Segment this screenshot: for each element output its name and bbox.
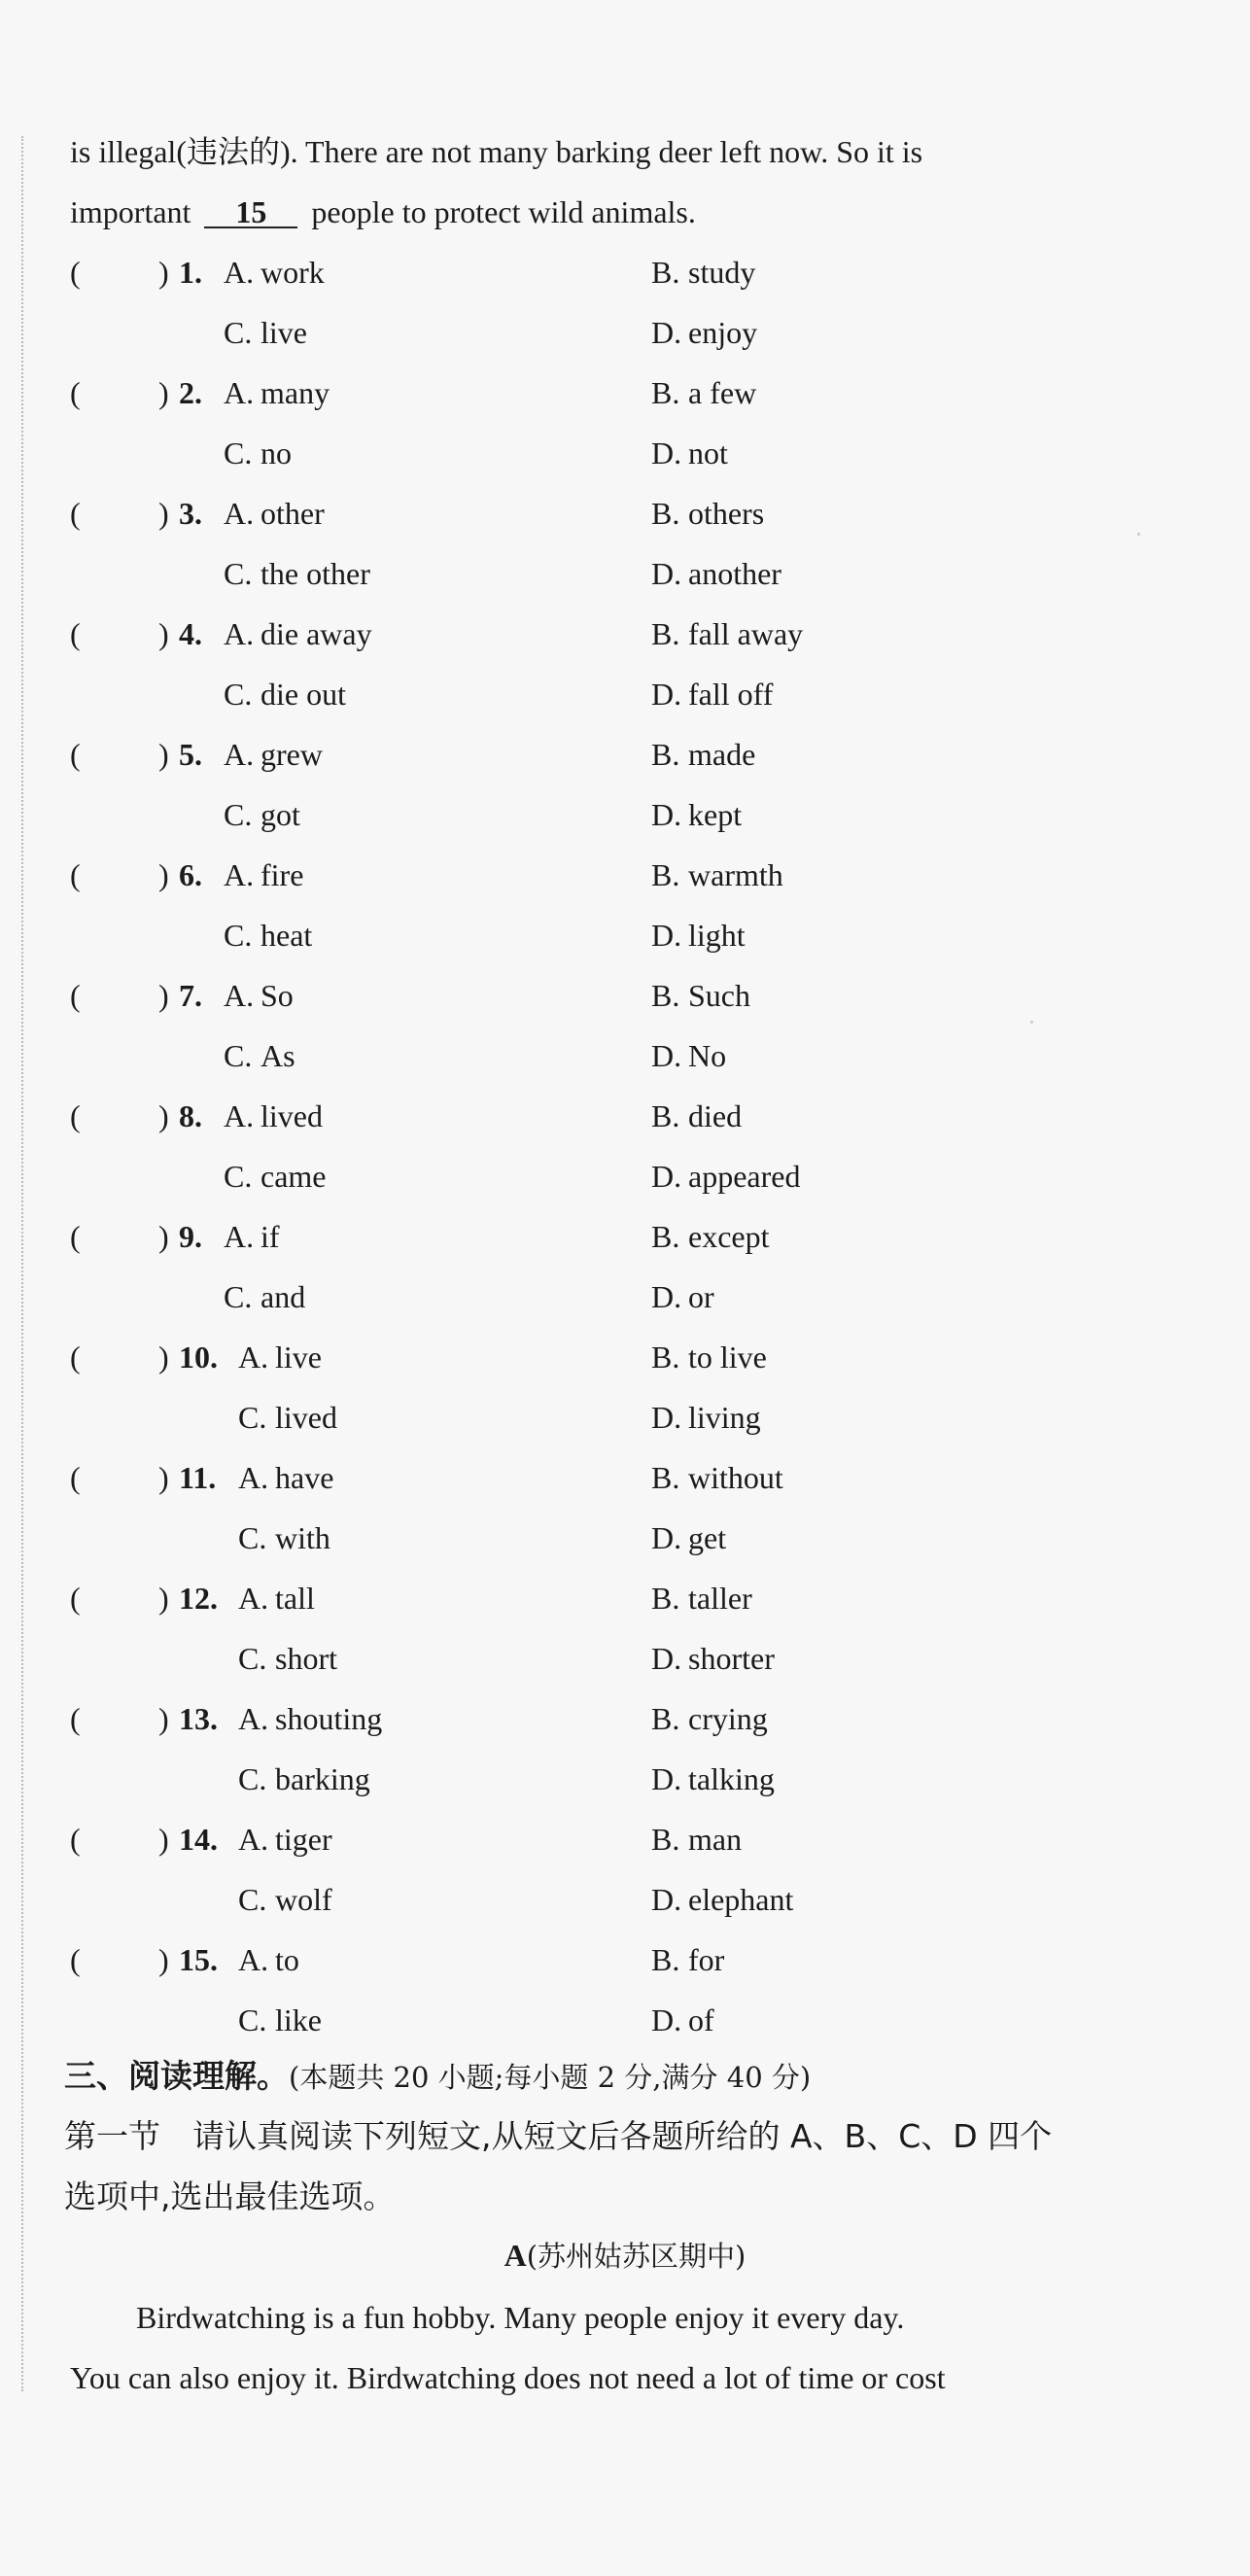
section-heading bbox=[64, 2055, 811, 2099]
answer-paren-right: ) bbox=[158, 1340, 169, 1375]
option-letter: D. bbox=[651, 315, 682, 350]
option-b bbox=[651, 494, 764, 533]
option-letter: C. bbox=[238, 1520, 267, 1555]
option-text: other bbox=[260, 496, 325, 531]
answer-paren-right: ) bbox=[158, 1701, 169, 1736]
option-letter: D. bbox=[651, 435, 682, 470]
option-letter: B. bbox=[651, 1098, 680, 1133]
option-text: another bbox=[688, 556, 781, 591]
question-number: 7. bbox=[179, 978, 202, 1013]
question-row-continued bbox=[0, 554, 1250, 614]
option-a bbox=[224, 373, 330, 412]
option-b bbox=[651, 253, 755, 292]
option-text: for bbox=[688, 1942, 725, 1977]
option-letter: B. bbox=[651, 1460, 680, 1495]
question-row bbox=[0, 1097, 1250, 1157]
option-text: of bbox=[688, 2002, 714, 2037]
option-c bbox=[238, 1759, 370, 1798]
option-letter: B. bbox=[651, 1581, 680, 1616]
question-row bbox=[0, 1820, 1250, 1880]
option-text: or bbox=[688, 1279, 714, 1314]
option-c bbox=[224, 795, 300, 834]
option-text: no bbox=[260, 435, 292, 470]
option-d bbox=[651, 313, 757, 352]
answer-paren-right: ) bbox=[158, 496, 169, 531]
option-text: live bbox=[260, 315, 307, 350]
answer-paren-left[interactable]: ( bbox=[70, 978, 81, 1013]
question-row bbox=[0, 253, 1250, 313]
option-d bbox=[651, 916, 746, 955]
option-b bbox=[651, 976, 750, 1015]
option-letter: D. bbox=[651, 1520, 682, 1555]
section-instruction-line-2: 选项中,选出最佳选项。 bbox=[64, 2177, 396, 2215]
option-d bbox=[651, 1036, 726, 1075]
option-text: made bbox=[688, 737, 756, 772]
option-letter: B. bbox=[651, 1340, 680, 1375]
option-letter: C. bbox=[238, 1882, 267, 1917]
answer-paren-right: ) bbox=[158, 375, 169, 410]
question-row-continued bbox=[0, 1518, 1250, 1579]
option-letter: A. bbox=[224, 737, 255, 772]
answer-paren-left[interactable]: ( bbox=[70, 857, 81, 892]
answer-paren-right: ) bbox=[158, 1219, 169, 1254]
question-number: 13. bbox=[179, 1701, 218, 1736]
question-row bbox=[0, 614, 1250, 675]
option-text: shouting bbox=[275, 1701, 383, 1736]
option-text: get bbox=[688, 1520, 727, 1555]
answer-paren-left[interactable]: ( bbox=[70, 737, 81, 772]
option-letter: D. bbox=[651, 1159, 682, 1194]
option-b bbox=[651, 855, 783, 894]
question-number: 11. bbox=[179, 1460, 217, 1495]
option-text: elephant bbox=[688, 1882, 794, 1917]
answer-blank-15[interactable]: 15 bbox=[204, 197, 297, 228]
option-letter: B. bbox=[651, 616, 680, 651]
answer-paren-left[interactable]: ( bbox=[70, 1822, 81, 1857]
answer-paren-left[interactable]: ( bbox=[70, 1701, 81, 1736]
option-text: came bbox=[260, 1159, 327, 1194]
option-c bbox=[224, 554, 370, 593]
option-c bbox=[238, 2001, 322, 2039]
option-text: shorter bbox=[688, 1641, 775, 1676]
answer-paren-right: ) bbox=[158, 1581, 169, 1616]
option-d bbox=[651, 1277, 714, 1316]
question-row-continued bbox=[0, 1036, 1250, 1097]
option-c bbox=[238, 1518, 330, 1557]
option-letter: D. bbox=[651, 2002, 682, 2037]
question-row bbox=[0, 1579, 1250, 1639]
option-a bbox=[224, 494, 325, 533]
question-row-continued bbox=[0, 1639, 1250, 1699]
question-number: 1. bbox=[179, 255, 202, 290]
question-number: 2. bbox=[179, 375, 202, 410]
question-row-continued bbox=[0, 675, 1250, 735]
option-letter: B. bbox=[651, 857, 680, 892]
answer-paren-left[interactable]: ( bbox=[70, 375, 81, 410]
option-letter: D. bbox=[651, 1279, 682, 1314]
option-letter: A. bbox=[224, 496, 255, 531]
option-text: a few bbox=[688, 375, 757, 410]
option-letter: B. bbox=[651, 496, 680, 531]
question-row bbox=[0, 1699, 1250, 1759]
question-row-continued bbox=[0, 2001, 1250, 2061]
option-b bbox=[651, 1940, 724, 1979]
option-text: lived bbox=[275, 1400, 337, 1435]
option-text: like bbox=[275, 2002, 322, 2037]
option-text: fall away bbox=[688, 616, 804, 651]
option-letter: C. bbox=[238, 2002, 267, 2037]
answer-paren-left[interactable]: ( bbox=[70, 496, 81, 531]
passage-tail-line-2 bbox=[70, 192, 696, 231]
option-text: others bbox=[688, 496, 765, 531]
question-row bbox=[0, 1217, 1250, 1277]
option-d bbox=[651, 2001, 714, 2039]
passage-a-letter: A bbox=[503, 2238, 527, 2273]
option-text: lived bbox=[260, 1098, 323, 1133]
option-text: warmth bbox=[688, 857, 783, 892]
option-text: heat bbox=[260, 918, 313, 953]
question-row-continued bbox=[0, 1759, 1250, 1820]
option-letter: C. bbox=[224, 435, 253, 470]
option-a bbox=[238, 1940, 299, 1979]
option-text: wolf bbox=[275, 1882, 332, 1917]
option-d bbox=[651, 554, 781, 593]
question-number: 10. bbox=[179, 1340, 218, 1375]
question-number: 6. bbox=[179, 857, 202, 892]
option-text: without bbox=[688, 1460, 783, 1495]
option-text: appeared bbox=[688, 1159, 801, 1194]
option-text: the other bbox=[260, 556, 370, 591]
option-a bbox=[238, 1579, 315, 1618]
option-b bbox=[651, 735, 755, 774]
option-text: kept bbox=[688, 797, 743, 832]
option-a bbox=[238, 1820, 332, 1859]
answer-paren-left[interactable]: ( bbox=[70, 1098, 81, 1133]
option-letter: A. bbox=[224, 375, 255, 410]
question-number: 12. bbox=[179, 1581, 218, 1616]
option-b bbox=[651, 614, 803, 653]
answer-paren-left[interactable]: ( bbox=[70, 1460, 81, 1495]
option-text: except bbox=[688, 1219, 770, 1254]
question-row-continued bbox=[0, 1398, 1250, 1458]
option-letter: A. bbox=[224, 857, 255, 892]
section-instruction-line-1: 第一节 请认真阅读下列短文,从短文后各题所给的 A、B、C、D 四个 bbox=[64, 2117, 1053, 2155]
question-row-continued bbox=[0, 1880, 1250, 1940]
option-b bbox=[651, 1338, 767, 1376]
option-d bbox=[651, 1880, 793, 1919]
option-letter: A. bbox=[238, 1460, 269, 1495]
option-b bbox=[651, 1097, 742, 1135]
option-b bbox=[651, 1458, 783, 1497]
option-letter: D. bbox=[651, 556, 682, 591]
option-a bbox=[224, 1097, 323, 1135]
section-note: (本题共 20 小题;每小题 2 分,满分 40 分) bbox=[289, 2061, 812, 2094]
option-letter: A. bbox=[224, 1219, 255, 1254]
option-c bbox=[238, 1880, 332, 1919]
question-number: 15. bbox=[179, 1942, 218, 1977]
option-text: got bbox=[260, 797, 300, 832]
question-number: 4. bbox=[179, 616, 202, 651]
passage-tail-line-1: is illegal(违法的). There are not many barking deer left now. So it is bbox=[70, 134, 923, 169]
option-c bbox=[238, 1639, 337, 1678]
option-letter: A. bbox=[224, 255, 255, 290]
option-letter: A. bbox=[238, 1701, 269, 1736]
option-text: not bbox=[688, 435, 728, 470]
option-a bbox=[224, 1217, 280, 1256]
option-text: No bbox=[688, 1038, 727, 1073]
passage-a-line-1: Birdwatching is a fun hobby. Many people enjoy it every day. bbox=[136, 2300, 905, 2335]
question-number: 3. bbox=[179, 496, 202, 531]
option-letter: A. bbox=[238, 1340, 269, 1375]
option-a bbox=[238, 1458, 333, 1497]
option-letter: C. bbox=[224, 1279, 253, 1314]
answer-paren-right: ) bbox=[158, 1098, 169, 1133]
question-row-continued bbox=[0, 795, 1250, 855]
option-letter: B. bbox=[651, 1219, 680, 1254]
option-text: As bbox=[260, 1038, 295, 1073]
question-row bbox=[0, 1338, 1250, 1398]
question-row-continued bbox=[0, 434, 1250, 494]
option-c bbox=[224, 675, 346, 714]
question-number: 5. bbox=[179, 737, 202, 772]
answer-paren-right: ) bbox=[158, 978, 169, 1013]
option-text: to bbox=[275, 1942, 299, 1977]
option-text: live bbox=[275, 1340, 322, 1375]
option-c bbox=[224, 313, 307, 352]
option-a bbox=[224, 735, 323, 774]
option-text: tall bbox=[275, 1581, 315, 1616]
option-a bbox=[238, 1338, 322, 1376]
option-letter: A. bbox=[224, 978, 255, 1013]
option-letter: D. bbox=[651, 1641, 682, 1676]
answer-paren-right: ) bbox=[158, 737, 169, 772]
option-text: fire bbox=[260, 857, 304, 892]
option-letter: D. bbox=[651, 1761, 682, 1796]
question-number: 8. bbox=[179, 1098, 202, 1133]
section-title: 三、阅读理解。 bbox=[64, 2057, 289, 2095]
option-letter: C. bbox=[224, 918, 253, 953]
question-row bbox=[0, 1940, 1250, 2001]
option-text: grew bbox=[260, 737, 323, 772]
question-row bbox=[0, 855, 1250, 916]
option-letter: C. bbox=[238, 1761, 267, 1796]
answer-paren-right: ) bbox=[158, 857, 169, 892]
option-text: died bbox=[688, 1098, 743, 1133]
option-d bbox=[651, 675, 773, 714]
option-text: crying bbox=[688, 1701, 768, 1736]
question-number: 14. bbox=[179, 1822, 218, 1857]
option-letter: C. bbox=[224, 1159, 253, 1194]
option-letter: A. bbox=[224, 616, 255, 651]
option-letter: A. bbox=[224, 1098, 255, 1133]
option-a bbox=[238, 1699, 382, 1738]
option-d bbox=[651, 1157, 800, 1196]
option-text: man bbox=[688, 1822, 743, 1857]
passage-a-title bbox=[0, 2236, 1250, 2276]
option-c bbox=[224, 434, 292, 472]
passage-a-line-2: You can also enjoy it. Birdwatching does not need a lot of time or cost bbox=[70, 2360, 946, 2395]
answer-paren-right: ) bbox=[158, 1460, 169, 1495]
option-letter: B. bbox=[651, 1822, 680, 1857]
question-row bbox=[0, 735, 1250, 795]
answer-paren-right: ) bbox=[158, 616, 169, 651]
line2-before-text: important bbox=[70, 194, 191, 229]
option-c bbox=[224, 1036, 295, 1075]
option-c bbox=[224, 916, 312, 955]
option-b bbox=[651, 1820, 742, 1859]
option-letter: D. bbox=[651, 1038, 682, 1073]
option-d bbox=[651, 1639, 775, 1678]
answer-paren-left[interactable]: ( bbox=[70, 1340, 81, 1375]
option-text: Such bbox=[688, 978, 750, 1013]
option-text: taller bbox=[688, 1581, 752, 1616]
option-letter: C. bbox=[224, 677, 253, 712]
option-text: So bbox=[260, 978, 294, 1013]
option-letter: C. bbox=[238, 1400, 267, 1435]
question-row bbox=[0, 373, 1250, 434]
option-text: talking bbox=[688, 1761, 775, 1796]
option-text: work bbox=[260, 255, 325, 290]
answer-paren-right: ) bbox=[158, 255, 169, 290]
option-letter: D. bbox=[651, 1400, 682, 1435]
option-d bbox=[651, 1759, 775, 1798]
line2-after-text: people to protect wild animals. bbox=[311, 194, 696, 229]
option-b bbox=[651, 373, 756, 412]
option-d bbox=[651, 795, 742, 834]
answer-paren-right: ) bbox=[158, 1942, 169, 1977]
option-text: barking bbox=[275, 1761, 370, 1796]
question-row bbox=[0, 1458, 1250, 1518]
option-text: and bbox=[260, 1279, 306, 1314]
passage-a-source: (苏州姑苏区期中) bbox=[526, 2240, 747, 2273]
option-letter: D. bbox=[651, 797, 682, 832]
option-a bbox=[224, 976, 294, 1015]
option-c bbox=[238, 1398, 337, 1437]
answer-paren-left[interactable]: ( bbox=[70, 1581, 81, 1616]
option-text: die away bbox=[260, 616, 372, 651]
option-text: with bbox=[275, 1520, 330, 1555]
option-b bbox=[651, 1217, 770, 1256]
option-text: living bbox=[688, 1400, 761, 1435]
option-text: die out bbox=[260, 677, 346, 712]
option-text: tiger bbox=[275, 1822, 332, 1857]
option-letter: D. bbox=[651, 677, 682, 712]
question-row-continued bbox=[0, 313, 1250, 373]
option-letter: D. bbox=[651, 1882, 682, 1917]
answer-paren-left[interactable]: ( bbox=[70, 255, 81, 290]
option-text: study bbox=[688, 255, 756, 290]
option-b bbox=[651, 1699, 768, 1738]
question-row bbox=[0, 494, 1250, 554]
option-letter: A. bbox=[238, 1822, 269, 1857]
option-letter: D. bbox=[651, 918, 682, 953]
option-letter: B. bbox=[651, 375, 680, 410]
option-text: many bbox=[260, 375, 330, 410]
answer-paren-left[interactable]: ( bbox=[70, 1942, 81, 1977]
question-row bbox=[0, 976, 1250, 1036]
option-letter: C. bbox=[224, 315, 253, 350]
option-a bbox=[224, 855, 303, 894]
option-text: have bbox=[275, 1460, 334, 1495]
option-text: to live bbox=[688, 1340, 767, 1375]
option-a bbox=[224, 253, 325, 292]
answer-paren-left[interactable]: ( bbox=[70, 616, 81, 651]
option-letter: B. bbox=[651, 978, 680, 1013]
option-letter: B. bbox=[651, 1701, 680, 1736]
option-text: if bbox=[260, 1219, 280, 1254]
option-c bbox=[224, 1157, 327, 1196]
question-number: 9. bbox=[179, 1219, 202, 1254]
option-d bbox=[651, 1518, 726, 1557]
option-b bbox=[651, 1579, 752, 1618]
answer-paren-right: ) bbox=[158, 1822, 169, 1857]
option-letter: B. bbox=[651, 255, 680, 290]
question-row-continued bbox=[0, 916, 1250, 976]
option-letter: C. bbox=[238, 1641, 267, 1676]
option-d bbox=[651, 434, 728, 472]
option-text: enjoy bbox=[688, 315, 758, 350]
option-letter: B. bbox=[651, 737, 680, 772]
option-letter: B. bbox=[651, 1942, 680, 1977]
option-letter: C. bbox=[224, 556, 253, 591]
option-letter: A. bbox=[238, 1581, 269, 1616]
option-a bbox=[224, 614, 372, 653]
answer-paren-left[interactable]: ( bbox=[70, 1219, 81, 1254]
option-letter: C. bbox=[224, 797, 253, 832]
option-c bbox=[224, 1277, 305, 1316]
option-letter: A. bbox=[238, 1942, 269, 1977]
option-letter: C. bbox=[224, 1038, 253, 1073]
option-d bbox=[651, 1398, 761, 1437]
question-row-continued bbox=[0, 1277, 1250, 1338]
question-row-continued bbox=[0, 1157, 1250, 1217]
option-text: short bbox=[275, 1641, 337, 1676]
option-text: fall off bbox=[688, 677, 774, 712]
option-text: light bbox=[688, 918, 746, 953]
